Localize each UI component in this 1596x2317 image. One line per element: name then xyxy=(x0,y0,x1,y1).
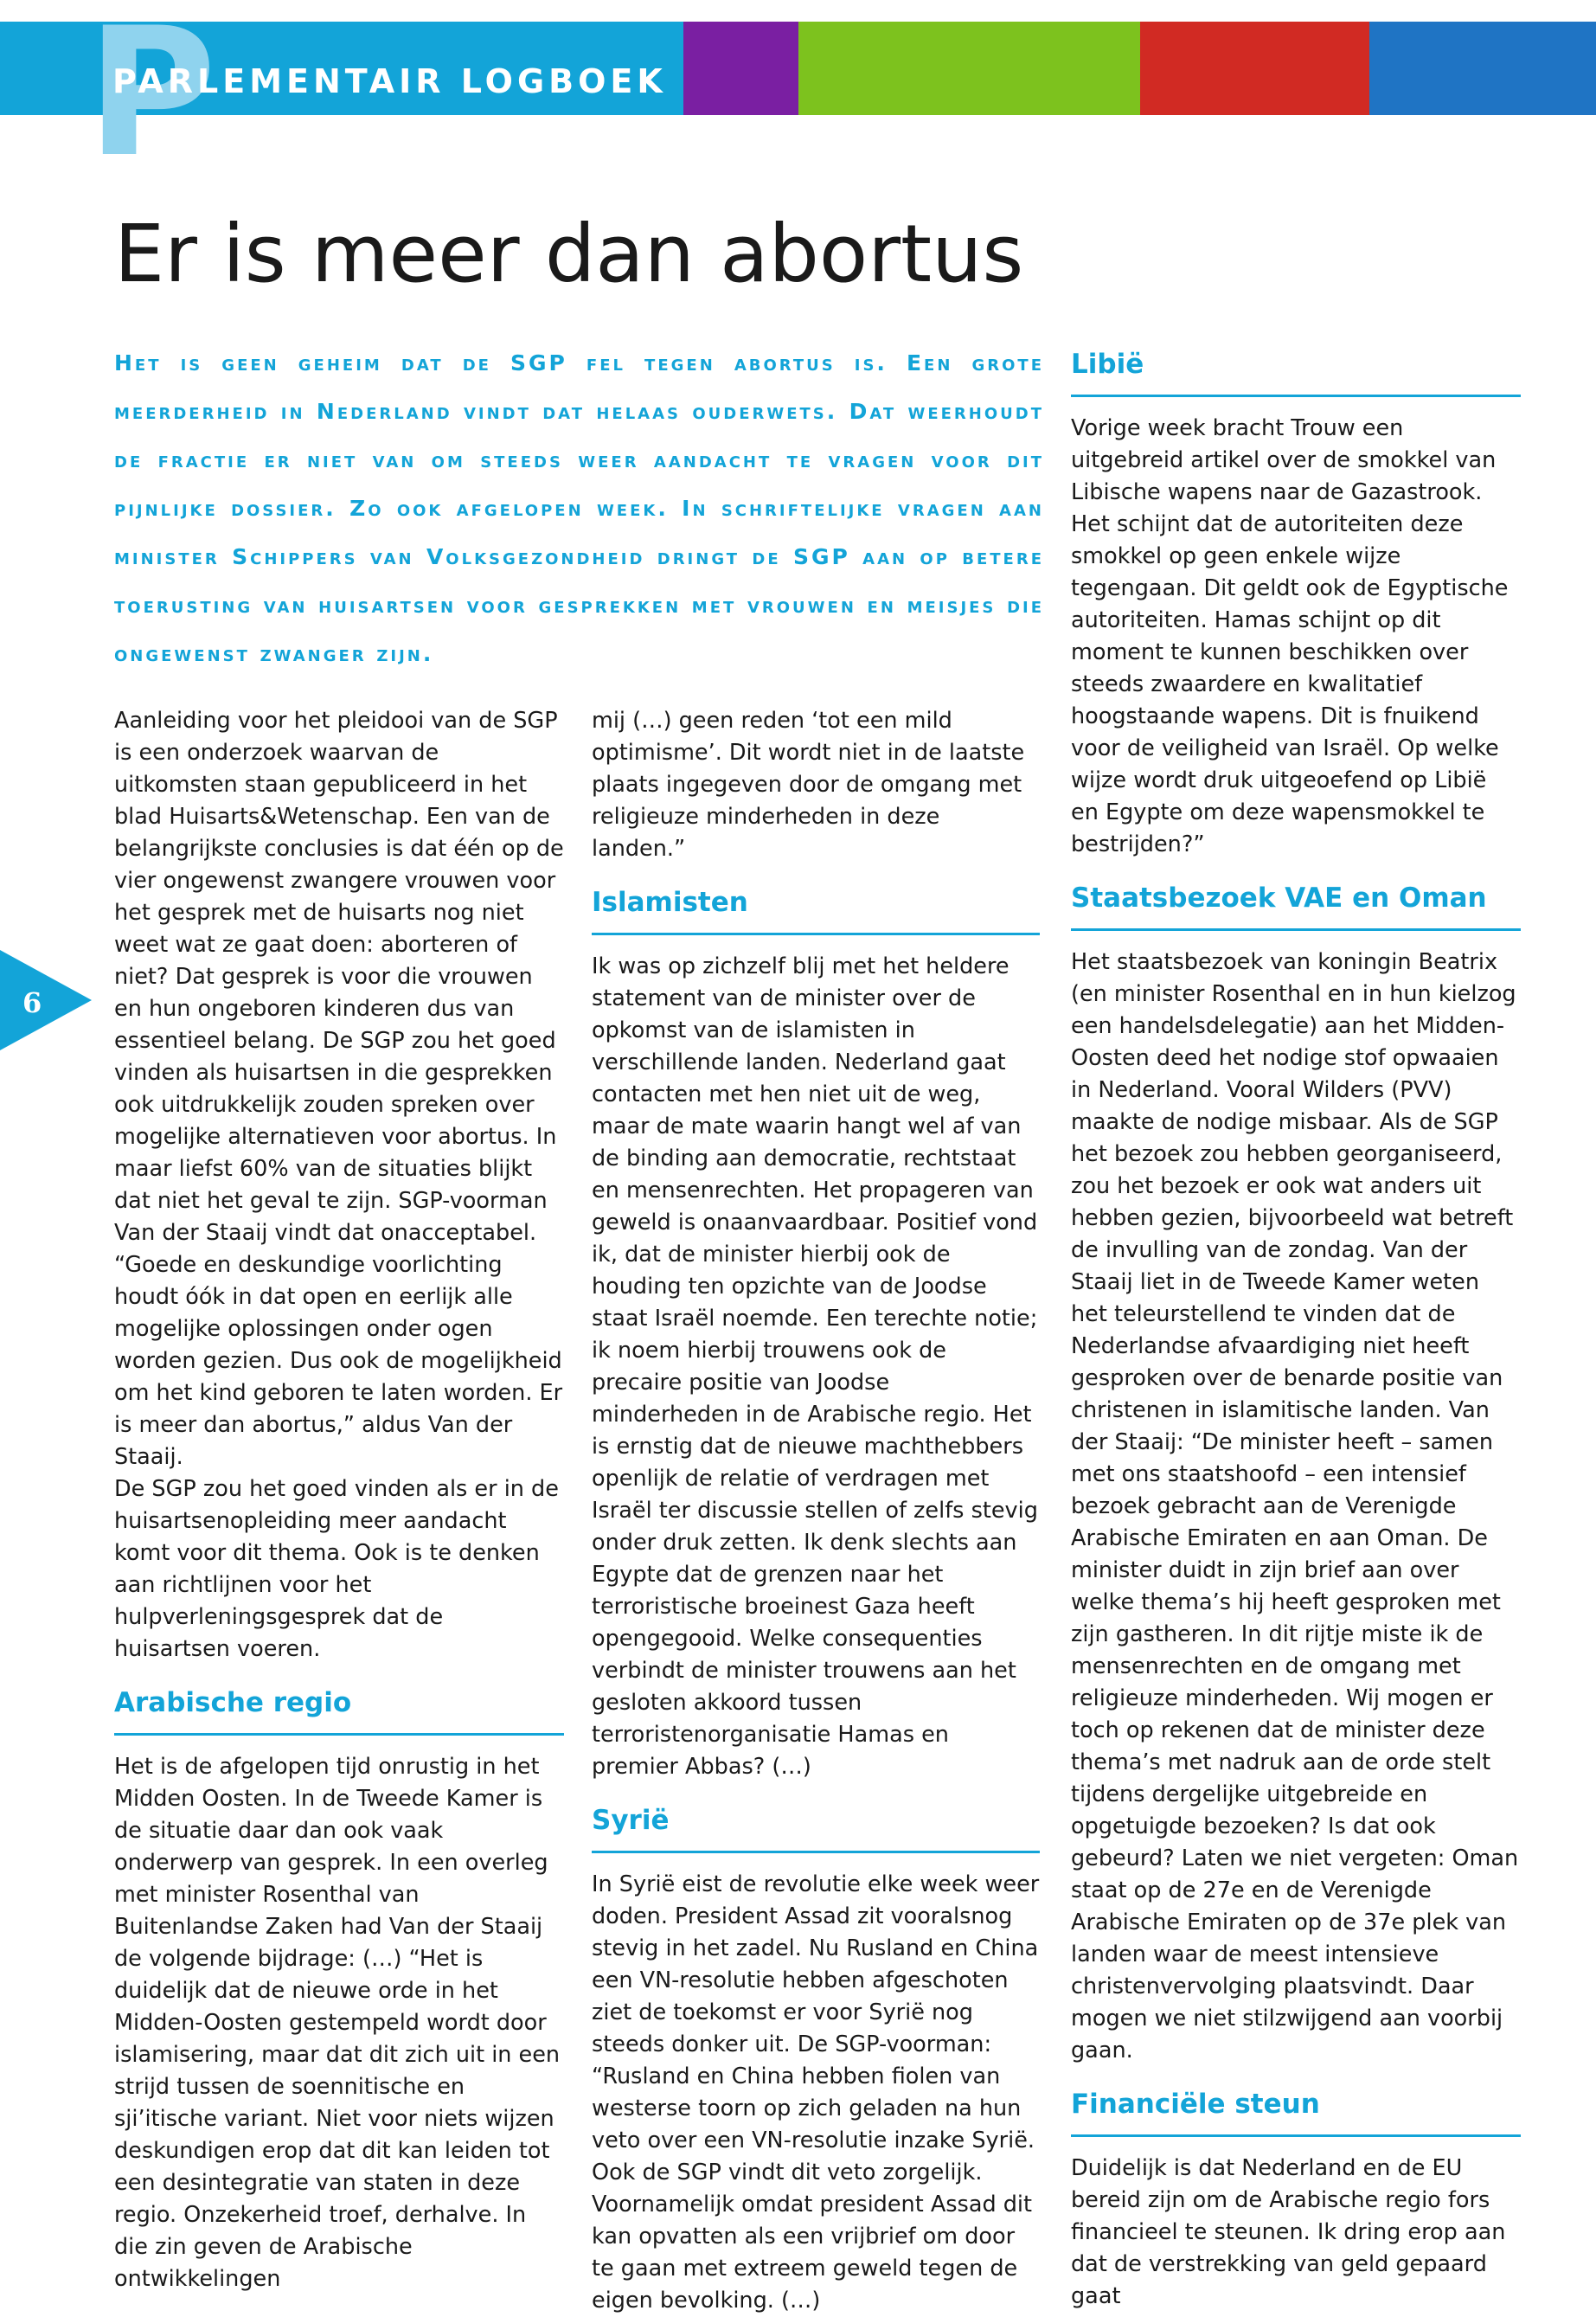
paragraph: De SGP zou het goed vinden als er in de huisartsenopleiding meer aandacht komt voor dit thema. Ook is te denken aan richtlijnen voor het hulpverleningsgesprek dat de huisartsen voeren. xyxy=(114,1476,559,1662)
subheading-syrie: Syrië xyxy=(592,1802,1040,1853)
subheading-libie: Libië xyxy=(1071,346,1521,397)
band-segment-purple xyxy=(683,22,798,115)
article-headline: Er is meer dan abortus xyxy=(114,208,1024,300)
paragraph: Het is de afgelopen tijd onrustig in het Midden Oosten. In de Tweede Kamer is de situatie daar dan ook vaak onderwerp van gesprek. In een overleg met minister Rosenthal van Buitenlandse Zaken had Van der Staaij de volgende bijdrage: (…) “Het is duidelijk dat de nieuwe orde in het Midden-Oosten gestempeld wordt door islamisering, maar dat dit zich uit in een strijd tussen de soennitische en sji’itische variant. Niet voor niets wijzen deskundigen erop dat dit kan leiden tot een desintegratie van staten in deze regio. Onzekerheid troef, derhalve. In die zin geven de Arabische ontwikkelingen xyxy=(114,1754,561,2292)
subheading-arabische-regio: Arabische regio xyxy=(114,1685,564,1736)
paragraph: In Syrië eist de revolutie elke week weer doden. President Assad zit vooralsnog stevig in het zadel. Nu Rusland en China een VN-resolutie hebben afgeschoten ziet de toekomst er voor Syrië nog steeds donker uit. De SGP-voorman: “Rusland en China hebben fiolen van westerse toorn op zich geladen na hun veto over een VN-resolutie inzake Syrië. Ook de SGP vindt dit veto zorgelijk. Voornamelijk omdat president Assad dit kan opvatten als een vrijbrief om door te gaan met extreem geweld tegen de eigen bevolking. (…) xyxy=(592,1871,1040,2314)
column-1 xyxy=(114,705,564,2295)
section-title: PARLEMENTAIR LOGBOEK xyxy=(112,62,667,100)
paragraph: Duidelijk is dat Nederland en de EU bereid zijn om de Arabische regio fors financieel te steunen. Ik dring erop aan dat de verstrekking van geld gepaard gaat xyxy=(1071,2155,1506,2309)
paragraph: Het staatsbezoek van koningin Beatrix (en minister Rosenthal en in hun kielzog een handelsdelegatie) aan het Midden-Oosten deed het nodige stof opwaaien in Nederland. Vooral Wilders (PVV) maakte de nodige misbaar. Als de SGP het bezoek zou hebben georganiseerd, zou het bezoek er ook wat anders uit hebben gezien, bijvoorbeeld wat betreft de invulling van de zondag. Van der Staaij liet in de Tweede Kamer weten het teleurstellend te vinden dat de Nederlandse afvaardiging niet heeft gesproken over de benarde positie van christenen in islamitische landen. Van der Staaij: “De minister heeft – samen met ons staatshoofd – een intensief bezoek gebracht aan de Verenigde Arabische Emiraten en aan Oman. De minister duidt in zijn brief aan over welke thema’s hij heeft gesproken met zijn gastheren. In dit rijtje miste ik de mensenrechten en de omgang met religieuze minderheden. Wij mogen er toch op rekenen dat de minister deze thema’s met nadruk aan de orde stelt tijdens dergelijke uitgebreide en opgetuigde bezoeken? Is dat ook gebeurd? Laten we niet vergeten: Oman staat op de 27e en de Verenigde Arabische Emiraten op de 37e plek van landen waar de meest intensieve christenvervolging plaatsvindt. Daar mogen we niet stilzwijgend aan voorbij gaan. xyxy=(1071,949,1519,2063)
paragraph: Ik was op zichzelf blij met het heldere statement van de minister over de opkomst van de islamisten in verschillende landen. Nederland gaat contacten met hen niet uit de weg, maar de mate waarin hangt wel af van de binding aan democratie, rechtstaat en mensenrechten. Het propageren van geweld is onaanvaardbaar. Positief vond ik, dat de minister hierbij ook de houding ten opzichte van de Joodse staat Israël noemde. Een terechte notie; ik noem hierbij trouwens ook de precaire positie van Joodse minderheden in de Arabische regio. Het is ernstig dat de nieuwe machthebbers openlijk de relatie of verdragen met Israël ter discussie stellen of zelfs stevig onder druk zetten. Ik denk slechts aan Egypte dat de grenzen naar het terroristische broeinest Gaza heeft opengegooid. Welke consequenties verbindt de minister trouwens aan het gesloten akkoord tussen terroristenorganisatie Hamas en premier Abbas? (…) xyxy=(592,953,1038,1780)
paragraph: Aanleiding voor het pleidooi van de SGP is een onderzoek waarvan de uitkomsten staan gepubliceerd in het blad Huisarts&Wetenschap. Een van de belangrijkste conclusies is dat één op de vier ongewenst zwangere vrouwen voor het gesprek met de huisarts nog niet weet wat ze gaat doen: aborteren of niet? Dat gesprek is voor die vrouwen en hun ongeboren kinderen dus van essentieel belang. De SGP zou het goed vinden als huisartsen in die gesprekken ook uitdrukkelijk zouden spreken over mogelijke alternatieven voor abortus. In maar liefst 60% van de situaties blijkt dat niet het geval te zijn. SGP-voorman Van der Staaij vindt dat onacceptabel. “Goede en deskundige voorlichting houdt óók in dat open en eerlijk alle mogelijke oplossingen onder ogen worden gezien. Dus ook de mogelijkheid om het kind geboren te laten worden. Er is meer dan abortus,” aldus Van der Staaij. xyxy=(114,708,564,1470)
subheading-financiele-steun: Financiële steun xyxy=(1071,2086,1521,2137)
paragraph: Vorige week bracht Trouw een uitgebreid artikel over de smokkel van Libische wapens naar de Gazastrook. Het schijnt dat de autoriteiten deze smokkel op geen enkele wijze tegengaan. Dit geldt ook de Egyptische autoriteiten. Hamas schijnt op dit moment te kunnen beschikken over steeds zwaardere en kwalitatief hoogstaande wapens. Dit is fnuikend voor de veiligheid van Israël. Op welke wijze wordt druk uitgeoefend op Libië en Egypte om deze wapensmokkel te bestrijden?” xyxy=(1071,415,1509,857)
section-initial: P xyxy=(87,0,217,196)
band-segment-blue-dark xyxy=(1369,22,1596,115)
column-2 xyxy=(592,705,1040,2317)
column-3 xyxy=(1071,346,1521,2313)
page-number: 6 xyxy=(22,986,42,1019)
paragraph: mij (…) geen reden ‘tot een mild optimisme’. Dit wordt niet in de laatste plaats ingegeven door de omgang met religieuze minderheden in deze landen.” xyxy=(592,708,1025,862)
article-intro: Het is geen geheim dat de SGP fel tegen abortus is. Een grote meerderheid in Nederland vindt dat helaas ouderwets. Dat weerhoudt de fractie er niet van om steeds weer aandacht te vragen voor dit pijnlijke dossier. Zo ook afgelopen week. In schriftelijke vragen aan minister Schippers van Volksgezondheid dringt de SGP aan op betere toerusting van huisartsen voor gesprekken met vrouwen en meisjes die ongewenst zwanger zijn. xyxy=(114,350,1044,666)
band-segment-green xyxy=(798,22,1140,115)
subheading-islamisten: Islamisten xyxy=(592,884,1040,935)
page-number-marker xyxy=(0,950,92,1050)
subheading-staatsbezoek: Staatsbezoek VAE en Oman xyxy=(1071,880,1521,931)
band-segment-red xyxy=(1140,22,1369,115)
